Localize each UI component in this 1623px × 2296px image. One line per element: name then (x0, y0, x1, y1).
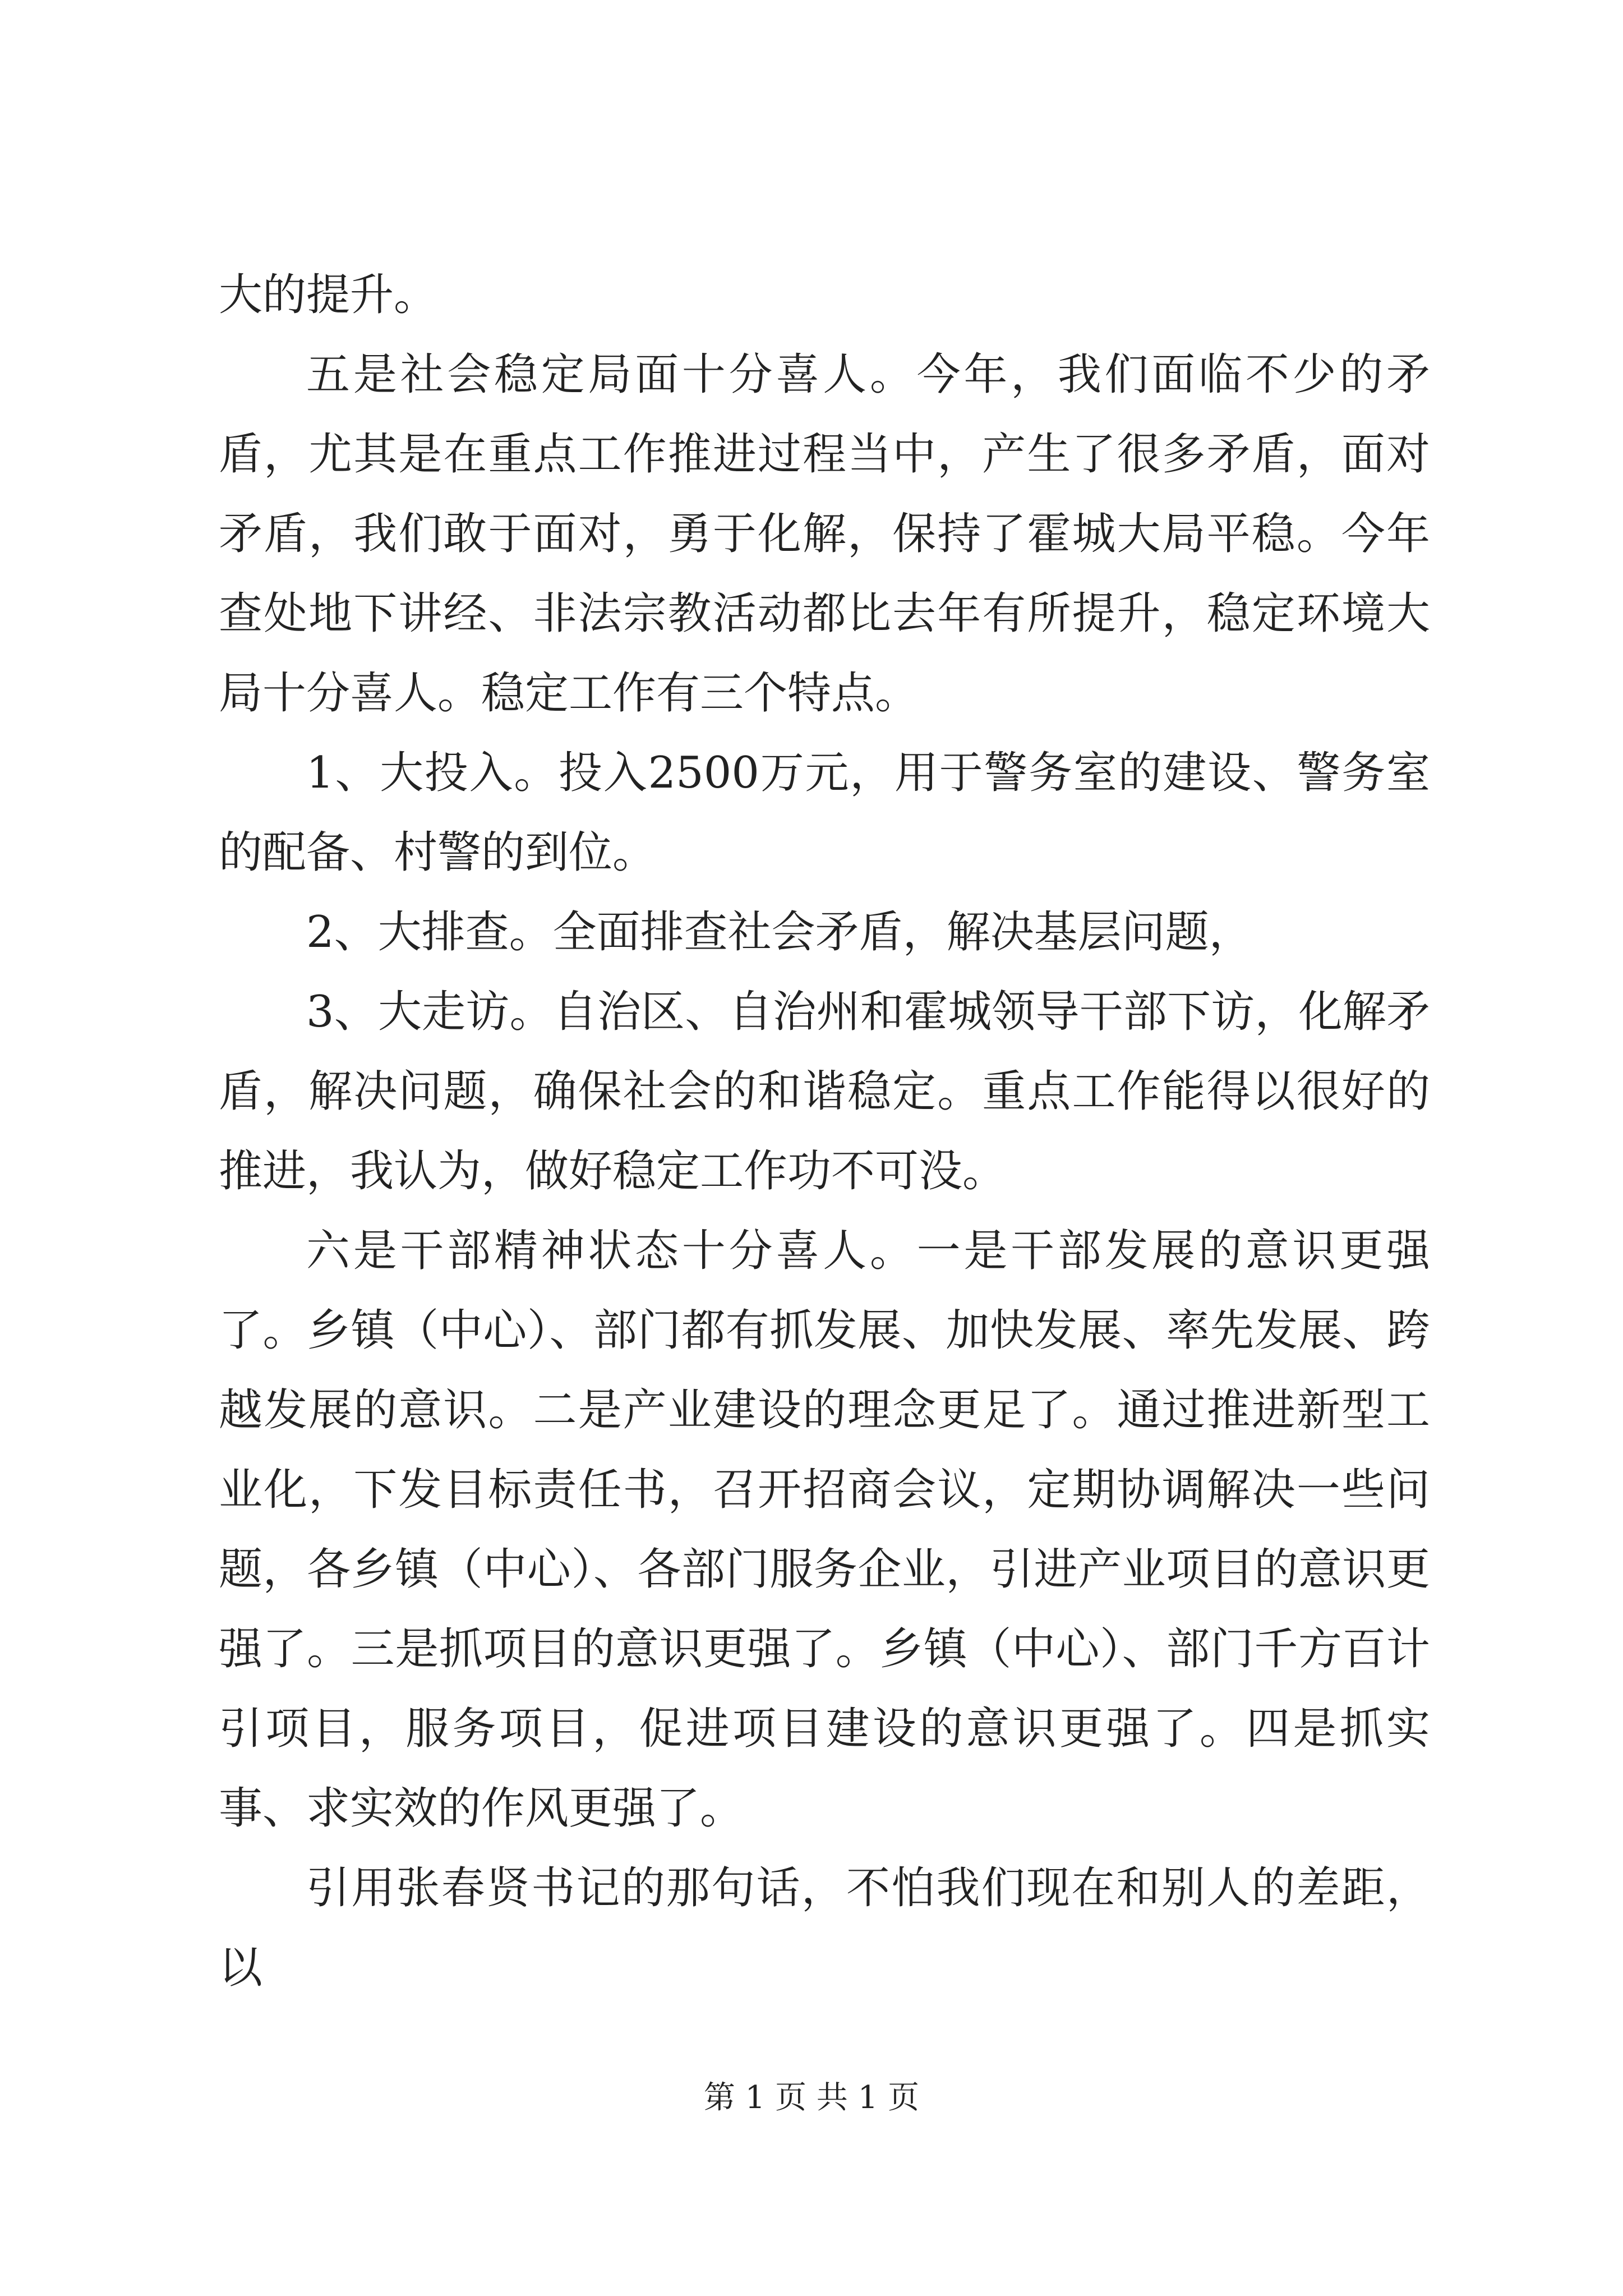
paragraph-social-stability: 五是社会稳定局面十分喜人。今年，我们面临不少的矛盾，尤其是在重点工作推进过程当中，产生了很多矛盾，面对矛盾，我们敢于面对，勇于化解，保持了霍城大局平稳。今年查处地下讲经、非法宗教活动都比去年有所提升，稳定环境大局十分喜人。稳定工作有三个特点。 (219, 349, 1430, 719)
document-body (219, 255, 1430, 2008)
paragraph-item-1: 1、大投入。投入2500万元，用于警务室的建设、警务室的配备、村警的到位。 (219, 748, 1430, 878)
paragraph-item-3: 3、大走访。自治区、自治州和霍城领导干部下访，化解矛盾，解决问题，确保社会的和谐稳定。重点工作能得以很好的推进，我认为，做好稳定工作功不可没。 (219, 987, 1430, 1197)
paragraph-quote: 引用张春贤书记的那句话，不怕我们现在和别人的差距，以 (219, 1863, 1430, 1993)
paragraph-item-2: 2、大排查。全面排查社会矛盾，解决基层问题， (306, 907, 1253, 958)
paragraph-cadre-spirit: 六是干部精神状态十分喜人。一是干部发展的意识更强了。乡镇（中心）、部门都有抓发展、加快发展、率先发展、跨越发展的意识。二是产业建设的理念更足了。通过推进新型工业化，下发目标责任书，召开招商会议，定期协调解决一些问题，各乡镇（中心）、各部门服务企业，引进产业项目的意识更强了。三是抓项目的意识更强了。乡镇（中心）、部门千方百计引项目，服务项目，促进项目建设的意识更强了。四是抓实事、求实效的作风更强了。 (219, 1226, 1430, 1834)
paragraph-continuation: 大的提升。 (219, 270, 438, 320)
page-number-footer: 第 1 页 共 1 页 (703, 2079, 920, 2116)
